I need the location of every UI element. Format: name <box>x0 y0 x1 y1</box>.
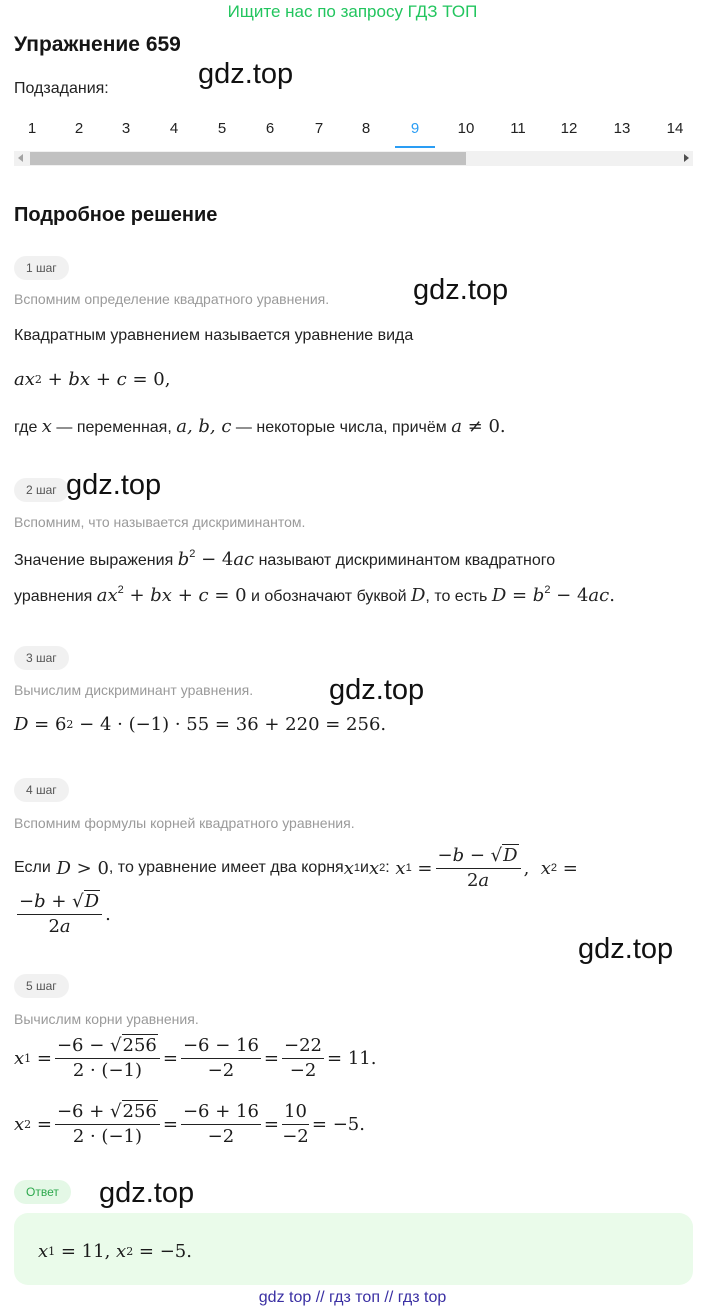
tab-4[interactable]: 4 <box>169 120 179 137</box>
step-badge: 5 шаг <box>14 974 69 998</box>
tab-8[interactable]: 8 <box>361 120 371 137</box>
page-title: Упражнение 659 <box>14 33 181 56</box>
step-text: Значение выражения $b^2 - 4ac$ называют дискриминантом квадратного <box>14 548 556 570</box>
step-text: Если D > 0 , то уравнение имеет два корня x 1 и x 2 : x 1 = $\frac{-b - √D}{2a}$ , x 2 = <box>14 844 578 891</box>
tab-12[interactable]: 12 <box>560 120 578 137</box>
scroll-right-icon[interactable] <box>684 154 689 162</box>
step-badge: 4 шаг <box>14 778 69 802</box>
step-badge: 1 шаг <box>14 256 69 280</box>
subtask-tabs <box>14 112 693 150</box>
watermark: gdz.top <box>413 274 509 306</box>
step-text: Квадратным уравнением называется уравнение вида <box>14 327 414 344</box>
tab-10[interactable]: 10 <box>457 120 475 137</box>
step-note: Вычислим корни уравнения. <box>14 1011 199 1027</box>
tab-1[interactable]: 1 <box>27 120 37 137</box>
tab-2[interactable]: 2 <box>74 120 84 137</box>
tab-6[interactable]: 6 <box>265 120 275 137</box>
scroll-left-icon[interactable] <box>18 154 23 162</box>
watermark: gdz.top <box>99 1177 195 1209</box>
step-badge: 3 шаг <box>14 646 69 670</box>
step-note: Вспомним, что называется дискриминантом. <box>14 514 306 530</box>
watermark: gdz.top <box>66 469 162 501</box>
tab-14[interactable]: 14 <box>666 120 684 137</box>
watermark: gdz.top <box>198 58 294 90</box>
subtasks-label: Подзадания: <box>14 80 109 97</box>
tab-13[interactable]: 13 <box>613 120 631 137</box>
formula-root-x2: $\frac{-b + √D}{2a}$ . <box>19 891 111 937</box>
tab-3[interactable]: 3 <box>121 120 131 137</box>
formula-discriminant: D = 6 2 − 4 · (−1) · 55 = 36 + 220 = 256. <box>14 714 387 735</box>
tab-9[interactable]: 9 <box>395 112 435 148</box>
answer-box <box>14 1213 693 1285</box>
formula-x2: x 2 = $\frac{-6 + √256}{2 \cdot (-1)}$ = $\frac{-6 + 16}{-2}$ = $\frac{10}{-2}$ = −5. <box>14 1101 365 1147</box>
step-note: Вычислим дискриминант уравнения. <box>14 682 254 698</box>
watermark: gdz.top <box>578 933 674 965</box>
step-text: где x — переменная, a, b, c — некоторые числа, причём a ≠ 0. <box>14 416 506 437</box>
step-note: Вспомним формулы корней квадратного уравнения. <box>14 815 355 831</box>
step-badge: 2 шаг <box>14 478 69 502</box>
answer-badge: Ответ <box>14 1180 71 1204</box>
section-title: Подробное решение <box>14 204 218 226</box>
formula-x1: x 1 = $\frac{-6 - √256}{2 \cdot (-1)}$ = $\frac{-6 - 16}{-2}$ = $\frac{-22}{-2}$ = 11. <box>14 1035 377 1081</box>
step-note: Вспомним определение квадратного уравнения. <box>14 291 330 307</box>
step-text: уравнения $ax^2$ + bx + c = 0 и обозначают буквой D, то есть $D = b^2 - 4ac$. <box>14 584 615 606</box>
top-banner[interactable]: Ищите нас по запросу ГДЗ ТОП <box>227 2 478 21</box>
tab-11[interactable]: 11 <box>510 120 526 137</box>
tab-5[interactable]: 5 <box>217 120 227 137</box>
watermark: gdz.top <box>329 674 425 706</box>
tab-7[interactable]: 7 <box>314 120 324 137</box>
tabs-scrollbar[interactable] <box>14 151 693 166</box>
answer-formula: x 1 = 11, x 2 = −5. <box>38 1241 192 1262</box>
formula-quadratic: ax 2 + bx + c = 0, <box>14 369 171 390</box>
scroll-thumb[interactable] <box>30 152 466 165</box>
footer-links[interactable]: gdz top // гдз топ // гдз top <box>258 1289 447 1306</box>
